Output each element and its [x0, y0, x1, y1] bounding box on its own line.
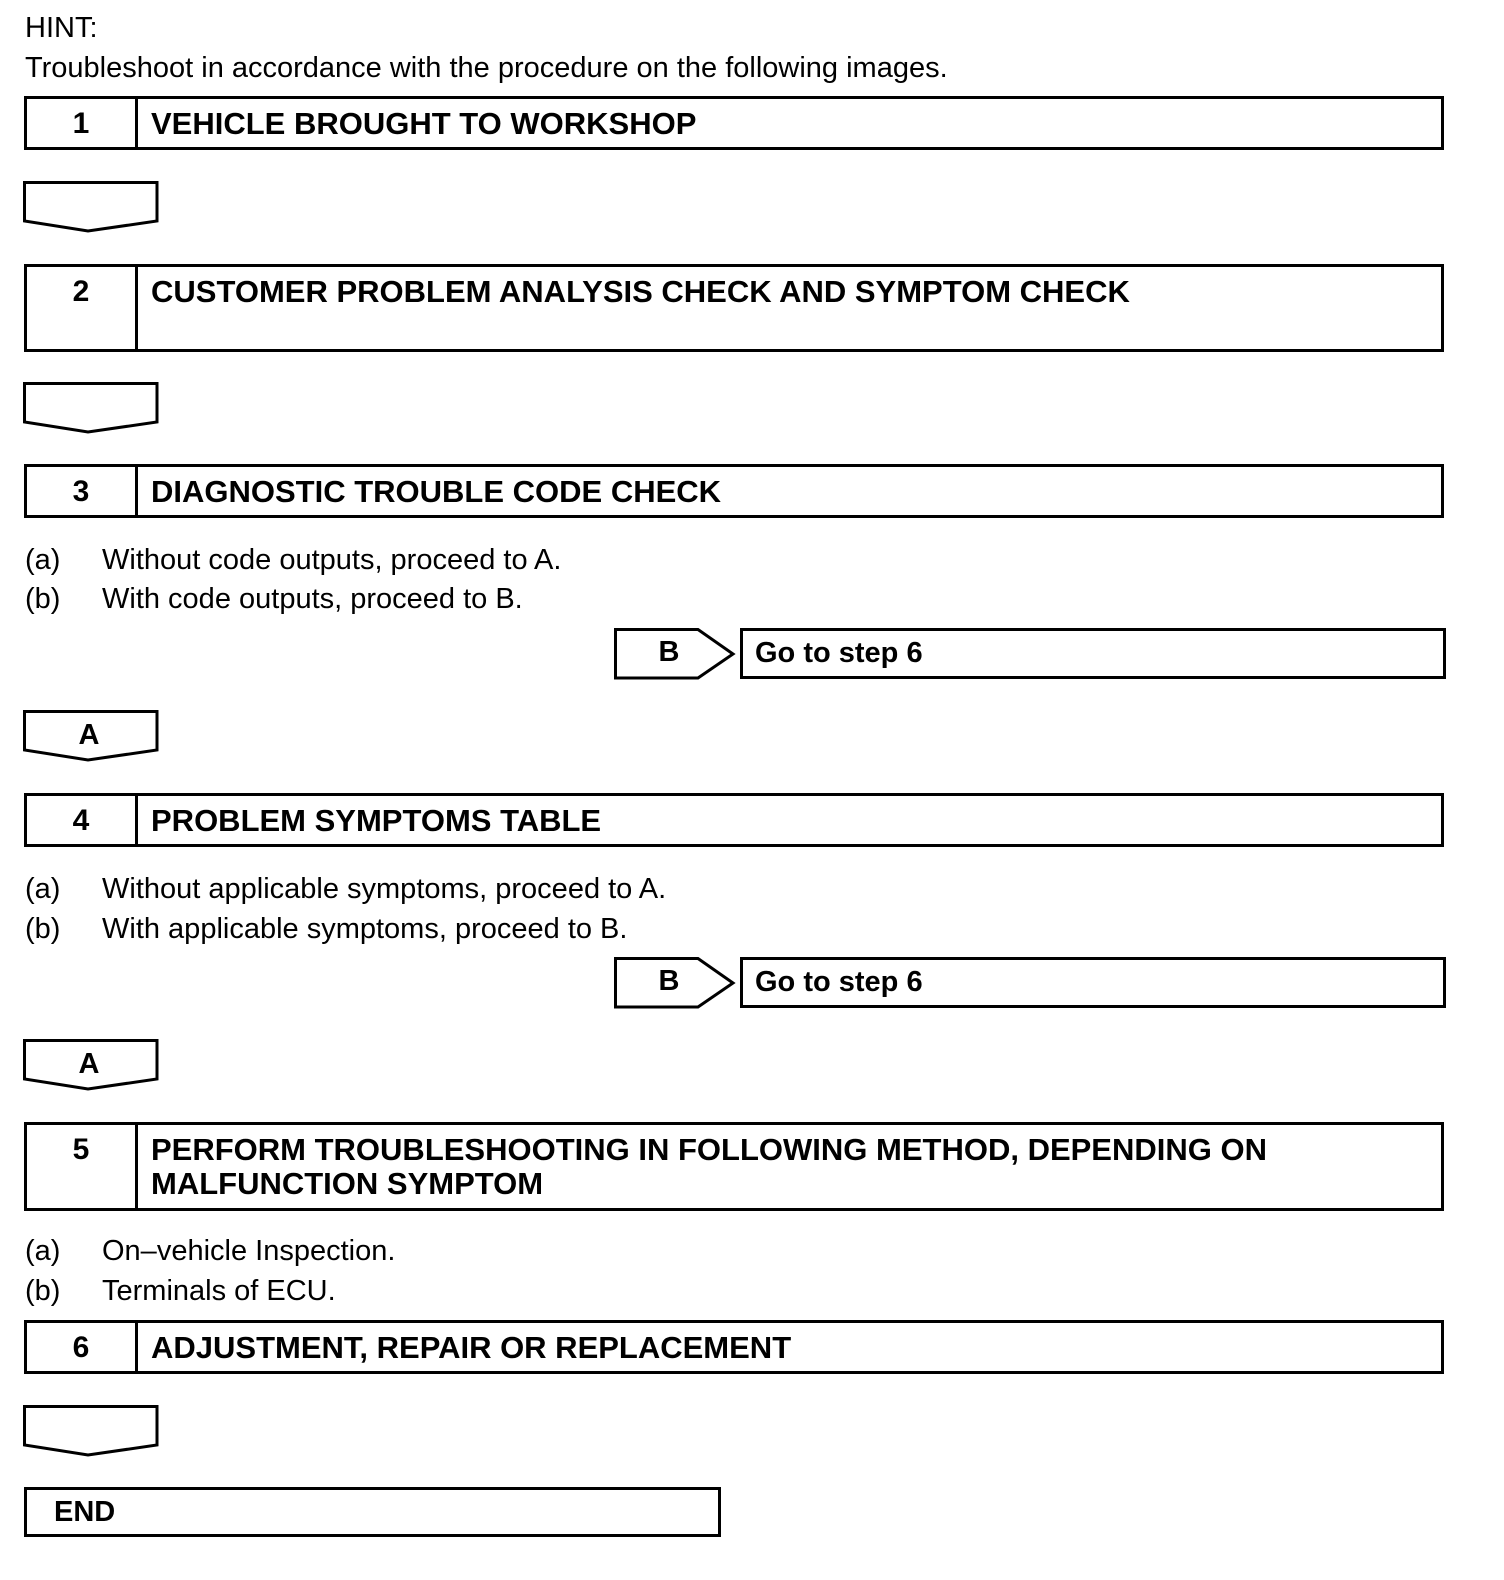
branch-action-text: Go to step 6	[755, 637, 923, 669]
item-letter: (b)	[25, 583, 61, 615]
step-4-box	[24, 793, 1444, 847]
end-label: END	[54, 1496, 116, 1528]
item-text: Without applicable symptoms, proceed to A.	[102, 873, 667, 905]
branch-label: B	[658, 636, 680, 668]
step-6-title: ADJUSTMENT, REPAIR OR REPLACEMENT	[151, 1330, 792, 1365]
flow-arrow-label: A	[78, 719, 100, 751]
step-6-number: 6	[27, 1323, 138, 1371]
flow-arrow-2	[23, 382, 160, 434]
hint-label: HINT:	[25, 12, 98, 44]
step-3-branch-b	[614, 628, 1446, 680]
step-5-item-a	[25, 1235, 925, 1269]
item-text: On–vehicle Inspection.	[102, 1235, 396, 1267]
flow-arrow-1	[23, 181, 160, 233]
step-1-number: 1	[27, 99, 138, 147]
step-3-item-a	[25, 544, 925, 578]
step-2-box	[24, 264, 1444, 352]
flow-arrow-6	[23, 1405, 160, 1457]
step-2-title: CUSTOMER PROBLEM ANALYSIS CHECK AND SYMPTOM CHECK	[151, 274, 1130, 309]
step-5-title: PERFORM TROUBLESHOOTING IN FOLLOWING METHOD, DEPENDING ON MALFUNCTION SYMPTOM	[151, 1132, 1267, 1201]
branch-action-text: Go to step 6	[755, 966, 923, 998]
step-4-title: PROBLEM SYMPTOMS TABLE	[151, 803, 602, 838]
item-letter: (b)	[25, 1275, 61, 1307]
step-5-item-b	[25, 1275, 925, 1309]
step-3-box	[24, 464, 1444, 518]
down-arrow-icon	[23, 382, 160, 434]
hint-text: Troubleshoot in accordance with the procedure on the following images.	[25, 52, 948, 84]
branch-action-box	[740, 957, 1446, 1008]
flow-arrow-4-a	[23, 1039, 160, 1091]
item-text: With applicable symptoms, proceed to B.	[102, 913, 628, 945]
item-letter: (b)	[25, 913, 61, 945]
item-text: With code outputs, proceed to B.	[102, 583, 523, 615]
step-4-item-b	[25, 913, 925, 947]
step-1-box	[24, 96, 1444, 150]
step-3-number: 3	[27, 467, 138, 515]
flow-arrow-label: A	[78, 1048, 100, 1080]
end-box	[24, 1487, 721, 1537]
item-letter: (a)	[25, 873, 61, 905]
step-2-number: 2	[27, 267, 138, 349]
step-1-title: VEHICLE BROUGHT TO WORKSHOP	[151, 106, 697, 141]
step-5-box	[24, 1122, 1444, 1211]
down-arrow-icon	[23, 1405, 160, 1457]
branch-label: B	[658, 965, 680, 997]
step-3-item-b	[25, 583, 925, 617]
step-4-branch-b	[614, 957, 1446, 1009]
item-letter: (a)	[25, 1235, 61, 1267]
step-5-number: 5	[27, 1125, 138, 1208]
down-arrow-icon	[23, 181, 160, 233]
item-text: Without code outputs, proceed to A.	[102, 544, 562, 576]
item-letter: (a)	[25, 544, 61, 576]
flow-arrow-3-a	[23, 710, 160, 762]
item-text: Terminals of ECU.	[102, 1275, 336, 1307]
step-4-number: 4	[27, 796, 138, 844]
step-6-box	[24, 1320, 1444, 1374]
step-3-title: DIAGNOSTIC TROUBLE CODE CHECK	[151, 474, 722, 509]
branch-action-box	[740, 628, 1446, 679]
step-4-item-a	[25, 873, 925, 907]
